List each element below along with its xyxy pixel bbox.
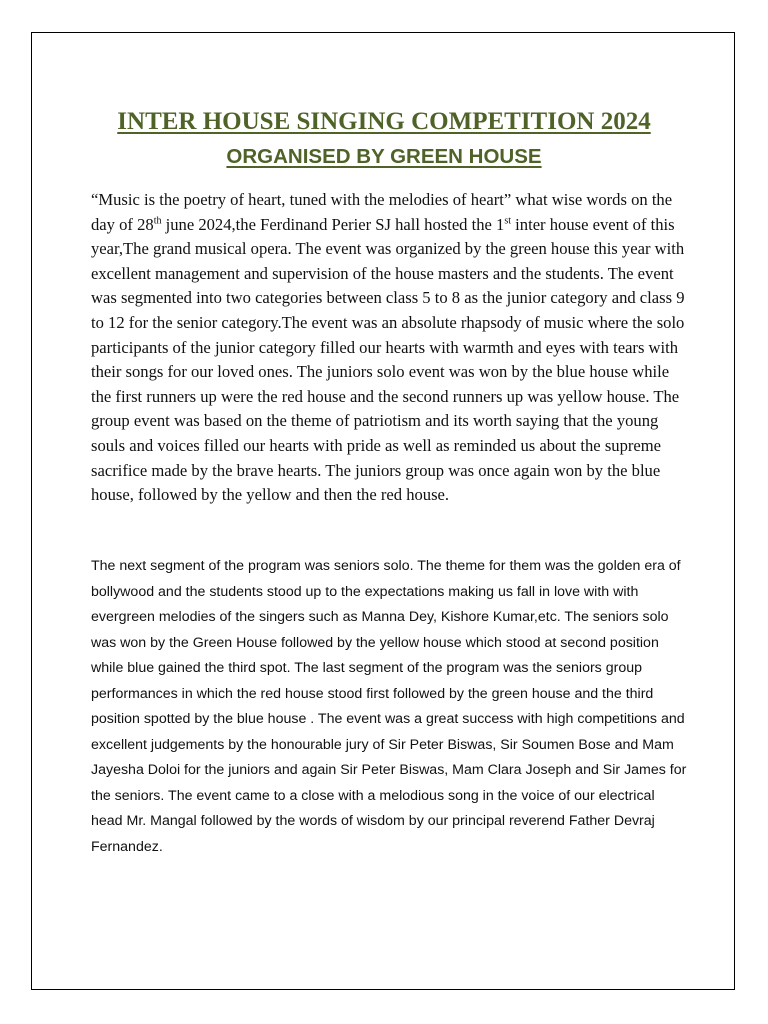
para1-text-part1: “Music is the poetry of heart, tuned with the melodies of heart” what wise words on the day of 28 (91, 190, 673, 234)
body-paragraph-2: The next segment of the program was seniors solo. The theme for them was the golden era of bollywood and the students stood up to the expectations making us fall in love with with evergreen melodies of the singers such as Manna Dey, Kishore Kumar,etc. The seniors solo was won by the Green House followed by the yellow house which stood at second position while blue gained the third spot. The last segment of the program was the seniors group performances in which the red house stood first followed by the green house and the third position spotted by the blue house . The event was a great success with high competitions and excellent judgements by the honourable jury of Sir Peter Biswas, Sir Soumen Bose and Mam Jayesha Doloi for the juniors and again Sir Peter Biswas, Mam Clara Joseph and Sir James for the seniors. The event came to a close with a melodious song in the voice of our electrical head Mr. Mangal followed by the words of wisdom by our principal reverend Father Devraj Fernandez. (91, 558, 687, 855)
para1-superscript-th: th (153, 215, 162, 227)
document-title-text: INTER HOUSE SINGING COMPETITION 2024 (117, 108, 651, 135)
document-subtitle-text: ORGANISED BY GREEN HOUSE (226, 145, 542, 168)
para1-superscript-st: st (504, 215, 512, 227)
para1-text-part3: inter house event of this year,The grand musical opera. The event was organized by the green house this year with excellent management and supervision of the house masters and the students. The event was segmented into two categories between class 5 to 8 as the junior category and class 9 to 12 for the senior category.The event was an absolute rhapsody of music where the solo participants of the junior category filled our hearts with warmth and eyes with tears with their songs for our loved ones. The juniors solo event was won by the blue house while the first runners up were the red house and the second runners up was yellow house. The group event was based on the theme of patriotism and its worth saying that the young souls and voices filled our hearts with pride as well as reminded us about the supreme sacrifice made by the brave hearts. The juniors group was once again won by the blue house, followed by the yellow and then the red house. (91, 214, 685, 505)
body-paragraph-1 (91, 188, 687, 508)
para1-text-part2: june 2024,the Ferdinand Perier SJ hall hosted the 1 (161, 214, 505, 234)
document-subtitle (0, 141, 768, 173)
document-title (0, 106, 768, 138)
